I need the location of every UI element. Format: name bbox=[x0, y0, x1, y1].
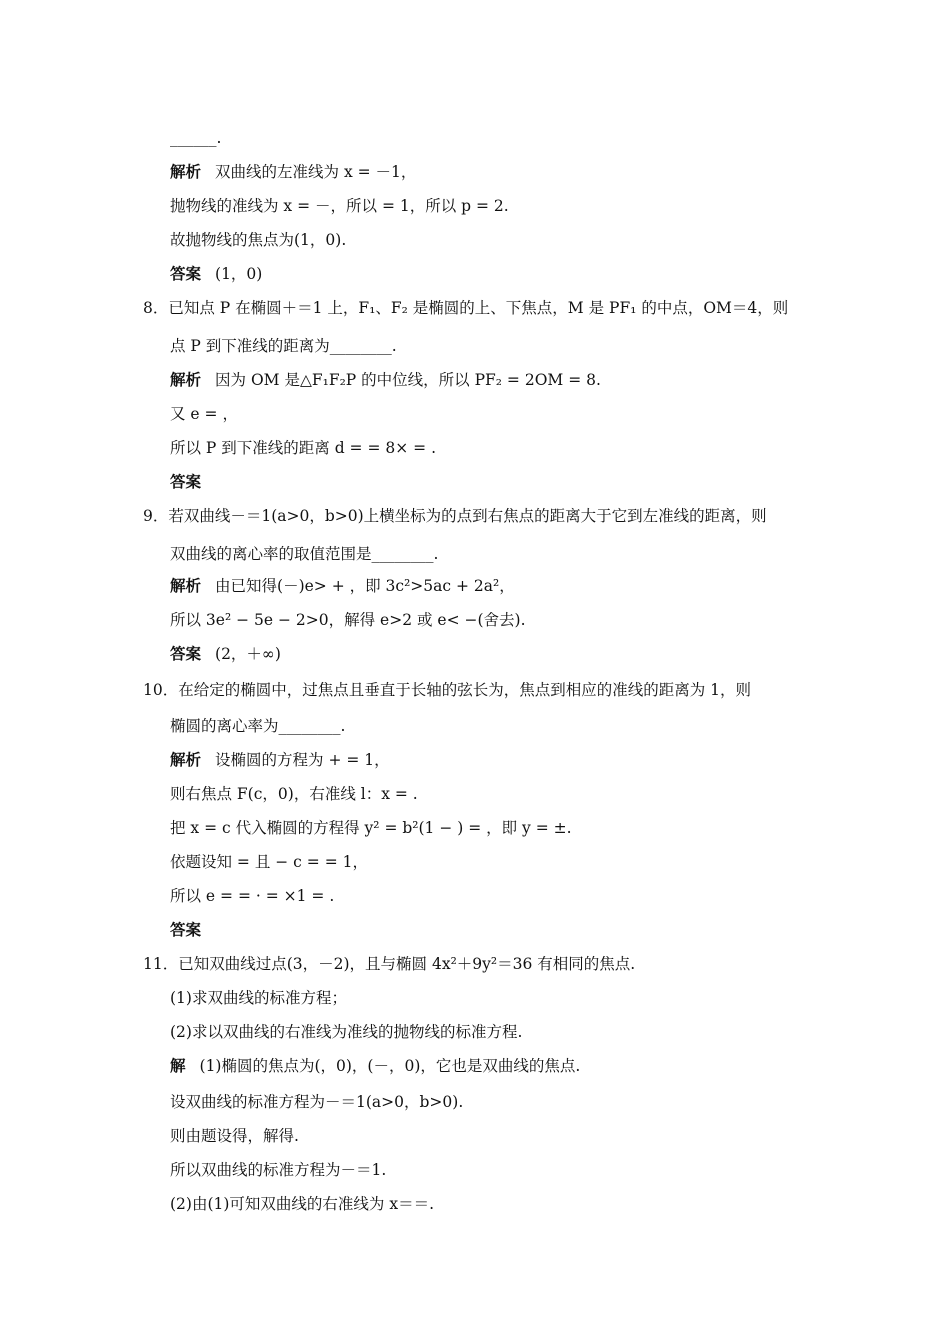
text-line bbox=[170, 472, 215, 492]
analysis-label: 解析 bbox=[170, 163, 202, 181]
text-line: ______. bbox=[170, 129, 222, 147]
text-line: 则右焦点 F(c，0)，右准线 l：x = . bbox=[170, 785, 418, 803]
text-line: 所以 P 到下准线的距离 d = = 8× = . bbox=[170, 439, 437, 457]
text-line: 点 P 到下准线的距离为________. bbox=[170, 337, 397, 355]
text-line: 所以 3e² − 5e − 2>0，解得 e>2 或 e< −(舍去). bbox=[170, 611, 526, 629]
text-line: 又 e = ， bbox=[170, 405, 238, 423]
text-line: 把 x = c 代入椭圆的方程得 y² = b²(1 − ) = ，即 y = ±. bbox=[170, 819, 572, 837]
text-line: 故抛物线的焦点为(1，0). bbox=[170, 231, 347, 249]
text-line: 解析 由已知得(－)e> + ，即 3c²>5ac + 2a²， bbox=[170, 577, 515, 595]
answer-label: 答案 bbox=[170, 265, 202, 283]
text-line: 设双曲线的标准方程为－＝1(a>0，b>0). bbox=[170, 1093, 464, 1111]
answer-label: 答案 bbox=[170, 645, 202, 663]
text-line: (2)由(1)可知双曲线的右准线为 x＝＝. bbox=[170, 1195, 435, 1213]
analysis-label: 解析 bbox=[170, 577, 202, 595]
text-line: (1)求双曲线的标准方程； bbox=[170, 989, 347, 1007]
text-line: 所以双曲线的标准方程为－＝1. bbox=[170, 1161, 387, 1179]
text-line: 抛物线的准线为 x = －，所以 = 1，所以 p = 2. bbox=[170, 197, 509, 215]
question-8: 8．已知点 P 在椭圆＋＝1 上，F₁、F₂ 是椭圆的上、下焦点，M 是 PF₁ 的中点，OM＝4，则 bbox=[143, 299, 789, 317]
analysis-label: 解析 bbox=[170, 751, 202, 769]
text-line: 椭圆的离心率为________. bbox=[170, 717, 346, 735]
analysis-label: 解析 bbox=[170, 371, 202, 389]
solution-label: 解 bbox=[170, 1057, 186, 1075]
text-line: 答案 (2，＋∞) bbox=[170, 645, 281, 663]
answer-label: 答案 bbox=[170, 473, 202, 491]
text-line: 解析 因为 OM 是△F₁F₂P 的中位线，所以 PF₂ = 2OM = 8. bbox=[170, 371, 601, 389]
text-line: 解析 双曲线的左准线为 x = －1， bbox=[170, 163, 417, 181]
text-line: 依题设知 = 且 − c = = 1， bbox=[170, 853, 368, 871]
text-line: 答案 (1，0) bbox=[170, 265, 263, 283]
answer-label: 答案 bbox=[170, 921, 202, 939]
text-line: 则由题设得，解得. bbox=[170, 1127, 299, 1145]
question-9: 9．若双曲线－＝1(a>0，b>0)上横坐标为的点到右焦点的距离大于它到左准线的距离，则 bbox=[143, 507, 767, 525]
text-line: (2)求以双曲线的右准线为准线的抛物线的标准方程. bbox=[170, 1023, 523, 1041]
text-line: 所以 e = = · = ×1 = . bbox=[170, 887, 335, 905]
text-line bbox=[170, 920, 215, 940]
text-line: 解析 设椭圆的方程为 + = 1， bbox=[170, 751, 390, 769]
question-11: 11．已知双曲线过点(3，－2)，且与椭圆 4x²＋9y²＝36 有相同的焦点. bbox=[143, 955, 636, 973]
question-10: 10．在给定的椭圆中，过焦点且垂直于长轴的弦长为，焦点到相应的准线的距离为 1，则 bbox=[143, 681, 752, 699]
text-line: 解 (1)椭圆的焦点为(，0)，(－，0)，它也是双曲线的焦点. bbox=[170, 1057, 581, 1075]
text-line: 双曲线的离心率的取值范围是________. bbox=[170, 545, 439, 563]
